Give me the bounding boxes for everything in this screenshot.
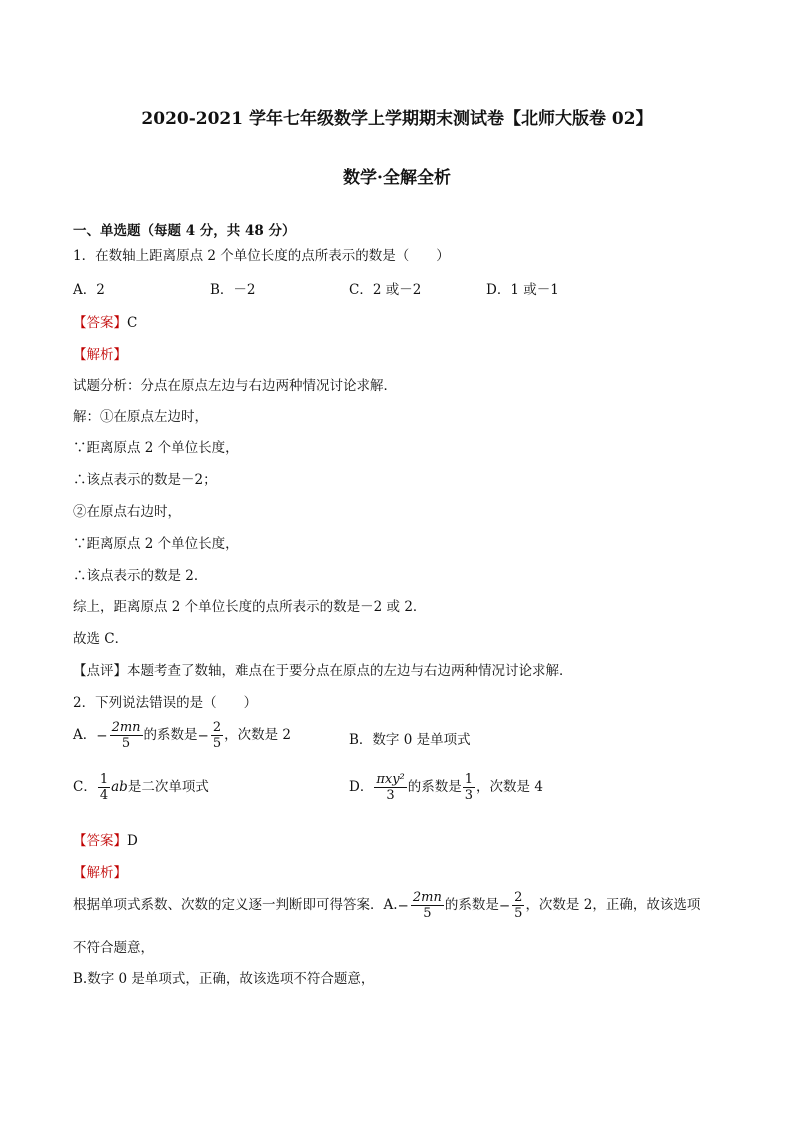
minus-sign: − [96, 727, 108, 744]
option-label: D． [349, 779, 374, 795]
q2-analysis-line [73, 890, 700, 921]
option-text: ，次数是 2 [224, 727, 292, 743]
comment-tag: 【点评】 [73, 663, 127, 679]
numerator: 1 [99, 772, 109, 787]
q1-analysis-line: ∵距离原点 2 个单位长度， [73, 536, 239, 552]
answer-value: D [127, 833, 138, 849]
q2-option-b: B．数字 0 是单项式 [349, 732, 471, 748]
fraction [110, 720, 143, 751]
q2-option-a [73, 720, 291, 751]
q1-option-d: D．1 或－1 [486, 282, 559, 298]
document-title: 2020-2021 学年七年级数学上学期期末测试卷【北师大版卷 02】 [141, 109, 653, 129]
numerator: 2 [212, 720, 222, 735]
q1-analysis-line: 综上，距离原点 2 个单位长度的点所表示的数是－2 或 2． [73, 599, 427, 615]
fraction [512, 890, 524, 921]
denominator: 5 [423, 906, 432, 921]
answer-tag: 【答案】 [73, 315, 127, 331]
q1-analysis-line: 试题分析：分点在原点左边与右边两种情况讨论求解． [73, 378, 397, 394]
q2-option-c [73, 772, 209, 803]
q1-option-a: A．2 [73, 282, 105, 298]
option-text: 是二次单项式 [127, 779, 209, 795]
option-label: C． [73, 779, 97, 795]
numerator: 2mn [412, 890, 442, 905]
minus-sign: − [498, 897, 511, 914]
analysis-text: 根据单项式系数、次数的定义逐一判断即可得答案．A. [73, 897, 398, 913]
minus-sign: − [197, 727, 209, 744]
option-label: A． [73, 727, 97, 743]
option-text: 的系数是 [407, 779, 462, 795]
minus-sign: − [397, 897, 409, 914]
q1-analysis-tag: 【解析】 [73, 347, 127, 363]
answer-value: C [127, 315, 138, 331]
q1-analysis-line: ∵距离原点 2 个单位长度， [73, 440, 239, 456]
variable: ab [111, 779, 128, 795]
q2-analysis-line: 不符合题意， [73, 940, 154, 956]
fraction [98, 772, 110, 803]
q1-option-c: C．2 或－2 [349, 282, 422, 298]
q2-answer [73, 829, 138, 849]
q1-analysis-line: 故选 C． [73, 631, 129, 647]
numerator: 2 [514, 890, 523, 905]
q1-comment [73, 659, 573, 679]
comment-text: 本题考查了数轴，难点在于要分点在原点的左边与右边两种情况讨论求解． [127, 663, 573, 679]
q1-analysis-line: 解：①在原点左边时， [73, 409, 208, 425]
q1-answer [73, 311, 137, 331]
numerator: 2mn [111, 720, 141, 735]
q1-analysis-line: ∴该点表示的数是－2； [73, 472, 217, 488]
fraction [411, 890, 444, 921]
denominator: 3 [386, 788, 395, 803]
denominator: 5 [121, 736, 131, 751]
q1-option-b: B．－2 [210, 282, 256, 298]
denominator: 5 [514, 906, 523, 921]
denominator: 3 [464, 788, 474, 803]
fraction [211, 720, 223, 751]
answer-tag: 【答案】 [73, 833, 127, 849]
q1-options [73, 278, 754, 308]
q1-stem: 1．在数轴上距离原点 2 个单位长度的点所表示的数是（ ） [73, 248, 450, 264]
fraction [463, 772, 475, 803]
numerator: 1 [464, 772, 474, 787]
section-heading: 一、单选题（每题 4 分，共 48 分） [73, 223, 296, 239]
denominator: 4 [99, 788, 109, 803]
option-text: 的系数是 [143, 727, 198, 743]
q2-analysis-tag: 【解析】 [73, 865, 127, 881]
q1-analysis-line: ②在原点右边时， [73, 504, 181, 520]
fraction [374, 772, 406, 803]
q2-stem: 2．下列说法错误的是（ ） [73, 695, 258, 711]
q2-analysis-line: B.数字 0 是单项式，正确，故该选项不符合题意， [73, 971, 375, 987]
q1-analysis-line: ∴该点表示的数是 2． [73, 568, 208, 584]
denominator: 5 [212, 736, 222, 751]
q2-option-d [349, 772, 543, 803]
document-subtitle: 数学·全解全析 [343, 168, 451, 188]
numerator: πxy² [376, 772, 405, 787]
analysis-text: ，次数是 2，正确，故该选项 [525, 897, 701, 913]
analysis-text: 的系数是 [444, 897, 499, 913]
option-text: ，次数是 4 [476, 779, 543, 795]
